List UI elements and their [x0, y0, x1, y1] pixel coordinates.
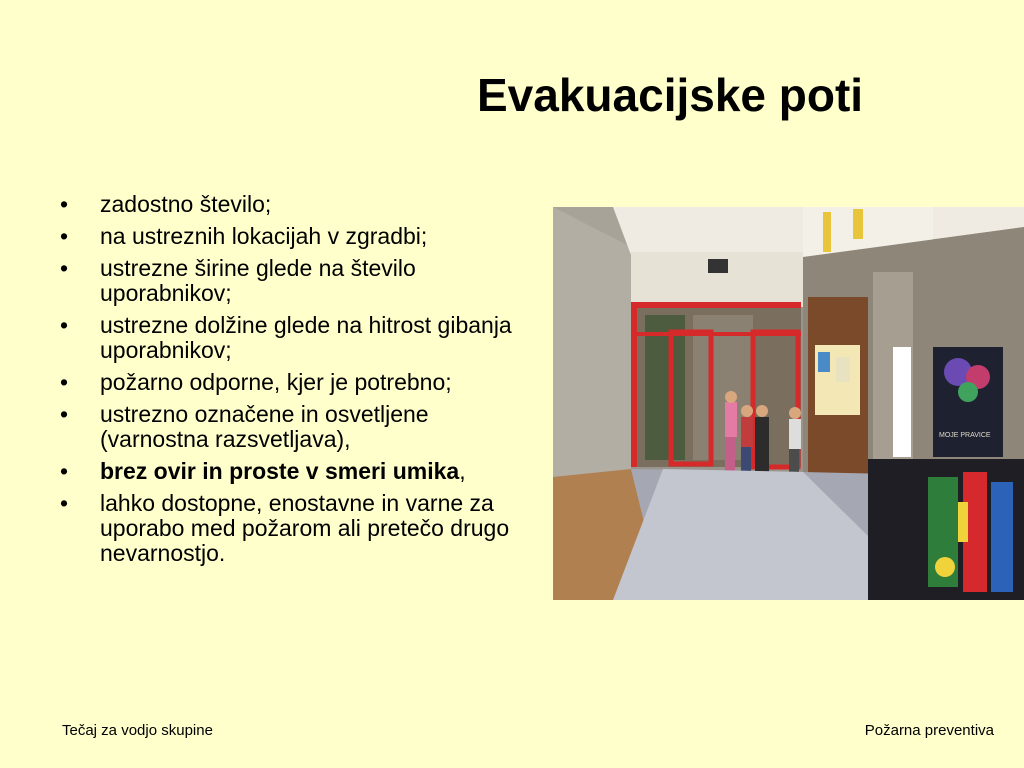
bullet-glyph: •	[60, 223, 69, 249]
poster-caption: MOJE PRAVICE	[939, 432, 991, 439]
bullet-glyph: •	[60, 369, 69, 395]
footer-course-name: Tečaj za vodjo skupine	[62, 722, 213, 739]
bullet-text: zadostno število;	[100, 191, 272, 217]
bullet-text: ustrezne širine glede na število uporabnikov;	[100, 255, 416, 306]
bullet-glyph: •	[60, 312, 69, 338]
bullet-item	[58, 370, 528, 395]
bullet-text: na ustreznih lokacijah v zgradbi;	[100, 223, 428, 249]
bullet-text: ustrezno označene in osvetljene (varnostna razsvetljava),	[100, 401, 429, 452]
bullet-item	[58, 402, 528, 452]
bullet-text: požarno odporne, kjer je potrebno;	[100, 369, 452, 395]
bullet-glyph: •	[60, 401, 69, 427]
bullet-item	[58, 224, 528, 249]
bullet-text-bold: brez ovir in proste v smeri umika	[100, 458, 460, 484]
slide-title: Evakuacijske poti	[477, 69, 864, 121]
bullet-item	[58, 256, 528, 306]
bullet-item	[58, 491, 528, 566]
footer-topic: Požarna preventiva	[864, 722, 994, 739]
hallway-photo-illustration	[553, 207, 1024, 600]
hallway-photo	[553, 207, 1024, 600]
bullet-glyph: •	[60, 490, 69, 516]
bullet-list	[58, 192, 528, 573]
bullet-glyph: •	[60, 191, 69, 217]
bullet-text: ,	[459, 458, 466, 484]
bullet-text: ustrezne dolžine glede na hitrost gibanja uporabnikov;	[100, 312, 512, 363]
bullet-glyph: •	[60, 458, 69, 484]
bullet-item	[58, 459, 528, 484]
bullet-item	[58, 313, 528, 363]
bullet-item	[58, 192, 528, 217]
bullet-glyph: •	[60, 255, 69, 281]
bullet-text: lahko dostopne, enostavne in varne za uporabo med požarom ali pretečo drugo nevarnostjo.	[100, 490, 510, 566]
